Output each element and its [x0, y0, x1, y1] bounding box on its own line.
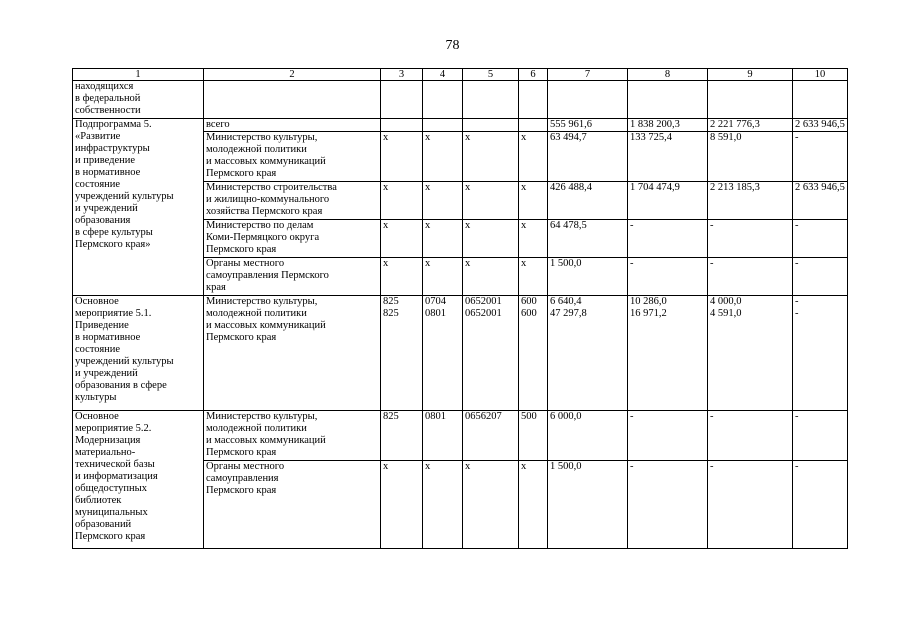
program-title-cell: находящихся в федеральной собственности [73, 81, 204, 119]
table-cell: х [381, 220, 423, 258]
table-cell: 825 825 [381, 296, 423, 411]
executor-cell: Органы местного самоуправления Пермского края [204, 461, 381, 549]
table-cell: 825 [381, 411, 423, 461]
budget-table [72, 68, 848, 549]
amount-cell: 4 000,0 4 591,0 [708, 296, 793, 411]
table-cell [381, 81, 423, 119]
amount-cell: 10 286,0 16 971,2 [628, 296, 708, 411]
table-cell [519, 119, 548, 132]
table-cell: х [463, 132, 519, 182]
amount-cell: 6 000,0 [548, 411, 628, 461]
table-row [73, 296, 848, 411]
amount-cell: - [793, 220, 848, 258]
table-cell: х [423, 182, 463, 220]
table-cell: х [381, 182, 423, 220]
table-cell: 500 [519, 411, 548, 461]
table-cell: 0652001 0652001 [463, 296, 519, 411]
header-cell: 6 [519, 69, 548, 81]
amount-cell: 2 213 185,3 [708, 182, 793, 220]
header-row [73, 69, 848, 81]
amount-cell: - [793, 461, 848, 549]
executor-cell: Министерство строительства и жилищно-коммунального хозяйства Пермского края [204, 182, 381, 220]
amount-cell: 2 633 946,5 [793, 119, 848, 132]
amount-cell: 1 838 200,3 [628, 119, 708, 132]
table-cell: х [519, 132, 548, 182]
table-cell: х [463, 258, 519, 296]
header-cell: 5 [463, 69, 519, 81]
table-cell: х [519, 220, 548, 258]
table-cell [381, 119, 423, 132]
header-cell: 1 [73, 69, 204, 81]
amount-cell: - [708, 220, 793, 258]
table-cell [423, 81, 463, 119]
table-cell: х [463, 182, 519, 220]
table-cell [519, 81, 548, 119]
table-cell: х [381, 258, 423, 296]
executor-cell: всего [204, 119, 381, 132]
executor-cell: Министерство культуры, молодежной политики и массовых коммуникаций Пермского края [204, 411, 381, 461]
table-cell: х [423, 258, 463, 296]
table-cell: 600 600 [519, 296, 548, 411]
header-cell: 4 [423, 69, 463, 81]
table-cell [423, 119, 463, 132]
table-row [73, 81, 848, 119]
table-cell: х [519, 182, 548, 220]
amount-cell: - [793, 258, 848, 296]
table-cell: 0656207 [463, 411, 519, 461]
amount-cell: - [793, 411, 848, 461]
executor-cell: Министерство культуры, молодежной политики и массовых коммуникаций Пермского края [204, 132, 381, 182]
amount-cell: 8 591,0 [708, 132, 793, 182]
table-cell: х [423, 461, 463, 549]
amount-cell: - [708, 258, 793, 296]
table-cell [204, 81, 381, 119]
header-cell: 10 [793, 69, 848, 81]
table-cell: х [463, 461, 519, 549]
amount-cell: 2 221 776,3 [708, 119, 793, 132]
table-cell [793, 81, 848, 119]
amount-cell: 63 494,7 [548, 132, 628, 182]
amount-cell: - [628, 411, 708, 461]
table-cell [628, 81, 708, 119]
table-cell: 0801 [423, 411, 463, 461]
table-row [73, 119, 848, 132]
amount-cell: - [708, 461, 793, 549]
amount-cell: - [628, 461, 708, 549]
header-cell: 2 [204, 69, 381, 81]
amount-cell: 1 500,0 [548, 461, 628, 549]
table-cell [463, 119, 519, 132]
table-cell: х [423, 220, 463, 258]
amount-cell: - [628, 258, 708, 296]
activity-title-cell: Основное мероприятие 5.2. Модернизация материально- технической базы и информатизация общедоступных библиотек муниципальных образований Пермского края [73, 411, 204, 549]
amount-cell: 2 633 946,5 [793, 182, 848, 220]
amount-cell: 555 961,6 [548, 119, 628, 132]
amount-cell: 6 640,4 47 297,8 [548, 296, 628, 411]
table-cell: х [423, 132, 463, 182]
table-cell [548, 81, 628, 119]
amount-cell: - [708, 411, 793, 461]
table-cell: х [463, 220, 519, 258]
table-cell: х [381, 132, 423, 182]
header-cell: 3 [381, 69, 423, 81]
page-number: 78 [445, 38, 460, 53]
amount-cell: - [793, 132, 848, 182]
table-cell: х [519, 461, 548, 549]
amount-cell: 1 500,0 [548, 258, 628, 296]
table-cell: 0704 0801 [423, 296, 463, 411]
amount-cell: - [628, 220, 708, 258]
table-cell: х [381, 461, 423, 549]
subprogram-title-cell: Подпрограмма 5. «Развитие инфраструктуры и приведение в нормативное состояние учреждений культуры и учреждений образования в сфере культуры Пермского края» [73, 119, 204, 296]
header-cell: 8 [628, 69, 708, 81]
amount-cell: 426 488,4 [548, 182, 628, 220]
executor-cell: Министерство по делам Коми-Пермяцкого округа Пермского края [204, 220, 381, 258]
table-cell: х [519, 258, 548, 296]
amount-cell: 133 725,4 [628, 132, 708, 182]
header-cell: 9 [708, 69, 793, 81]
amount-cell: 1 704 474,9 [628, 182, 708, 220]
table-cell [463, 81, 519, 119]
header-cell: 7 [548, 69, 628, 81]
table-cell [708, 81, 793, 119]
amount-cell: - - [793, 296, 848, 411]
executor-cell: Органы местного самоуправления Пермского края [204, 258, 381, 296]
amount-cell: 64 478,5 [548, 220, 628, 258]
table-row [73, 411, 848, 461]
activity-title-cell: Основное мероприятие 5.1. Приведение в нормативное состояние учреждений культуры и учреждений образования в сфере культуры [73, 296, 204, 411]
executor-cell: Министерство культуры, молодежной политики и массовых коммуникаций Пермского края [204, 296, 381, 411]
